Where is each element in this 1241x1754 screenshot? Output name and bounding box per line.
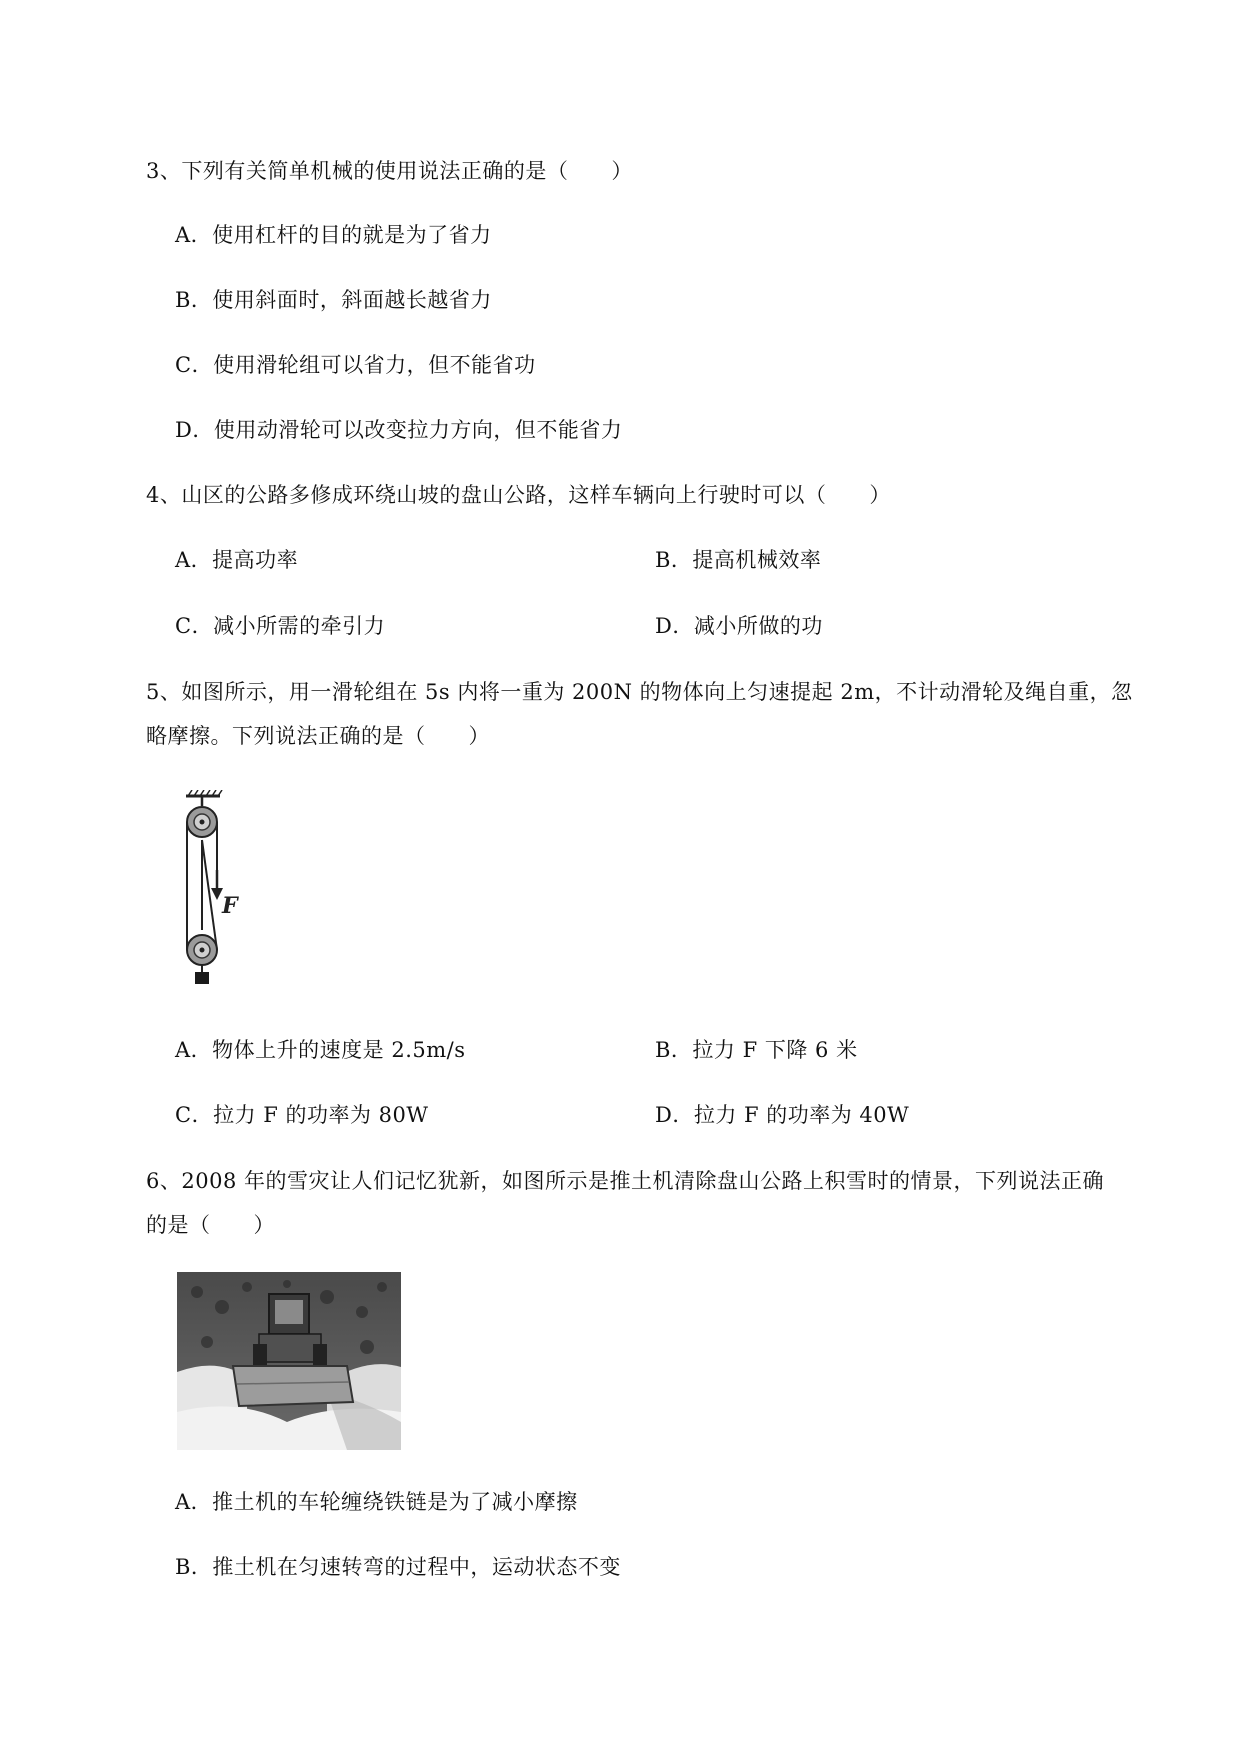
ceiling-support: [186, 790, 222, 806]
question-5-option-b[interactable]: B．拉力 F 下降 6 米: [655, 1038, 858, 1062]
question-6-stem-line2: 的是（ ）: [146, 1213, 275, 1237]
question-4-option-d[interactable]: D．减小所做的功: [655, 614, 823, 638]
question-3-option-b[interactable]: B．使用斜面时，斜面越长越省力: [175, 288, 492, 312]
question-6-option-a[interactable]: A．推土机的车轮缠绕铁链是为了减小摩擦: [175, 1490, 578, 1514]
question-5-option-d[interactable]: D．拉力 F 的功率为 40W: [655, 1103, 910, 1127]
fixed-pulley: [187, 807, 217, 837]
question-5-option-c[interactable]: C．拉力 F 的功率为 80W: [175, 1103, 429, 1127]
question-6-stem-line1: 6、2008 年的雪灾让人们记忆犹新，如图所示是推土机清除盘山公路上积雪时的情景，下列说法正确: [146, 1169, 1104, 1193]
question-3-option-a[interactable]: A．使用杠杆的目的就是为了省力: [175, 223, 492, 247]
question-5-stem-line1: 5、如图所示，用一滑轮组在 5s 内将一重为 200N 的物体向上匀速提起 2m，不计动滑轮及绳自重，忽: [146, 680, 1133, 704]
question-5-option-a[interactable]: A．物体上升的速度是 2.5m/s: [175, 1038, 466, 1062]
question-3-option-c[interactable]: C．使用滑轮组可以省力，但不能省功: [175, 353, 536, 377]
question-4-option-b[interactable]: B．提高机械效率: [655, 548, 822, 572]
question-4-option-c[interactable]: C．减小所需的牵引力: [175, 614, 386, 638]
question-4-option-a[interactable]: A．提高功率: [175, 548, 299, 572]
question-6-option-b[interactable]: B．推土机在匀速转弯的过程中，运动状态不变: [175, 1555, 621, 1579]
rope: [187, 822, 217, 950]
pulley-system-figure: [180, 790, 260, 990]
question-3-option-d[interactable]: D．使用动滑轮可以改变拉力方向，但不能省力: [175, 418, 623, 442]
question-3-stem: 3、下列有关简单机械的使用说法正确的是（ ）: [146, 159, 633, 183]
movable-pulley: [187, 935, 217, 972]
question-5-stem-line2: 略摩擦。下列说法正确的是（ ）: [146, 724, 490, 748]
snow-plow-photo: [177, 1272, 401, 1450]
question-4-stem: 4、山区的公路多修成环绕山坡的盘山公路，这样车辆向上行驶时可以（ ）: [146, 483, 891, 507]
force-label: F: [222, 893, 238, 919]
weight-block: [195, 972, 209, 984]
